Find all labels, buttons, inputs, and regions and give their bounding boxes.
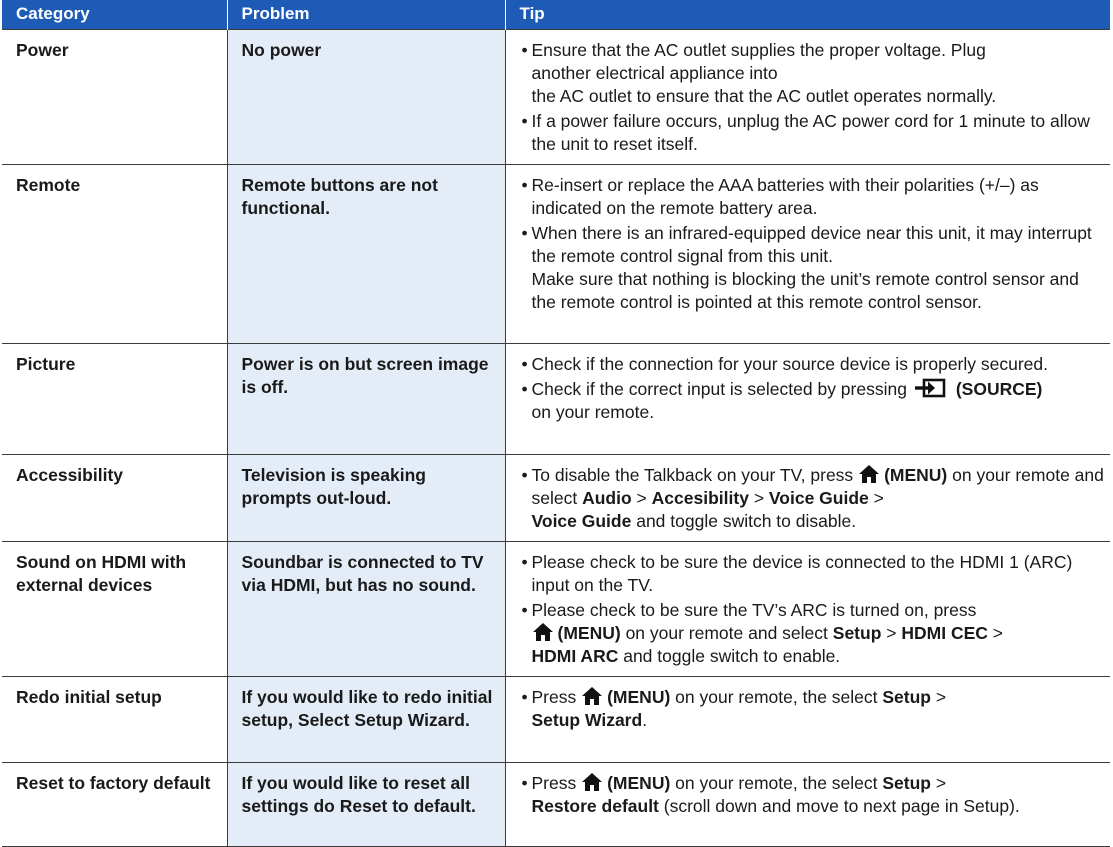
problem-cell: Power is on but screen image is off.: [227, 344, 505, 455]
tip-cell: [505, 344, 1110, 455]
tip-cell: [505, 763, 1110, 847]
problem-cell: If you would like to redo initial setup, Select Setup Wizard.: [227, 677, 505, 763]
table-row: [2, 344, 1110, 455]
problem-cell: If you would like to reset all settings do Reset to default.: [227, 763, 505, 847]
table-row: [2, 455, 1110, 542]
header-tip: Tip: [505, 0, 1110, 30]
tip-item: • Please check to be sure the device is connected to the HDMI 1 (ARC) input on the TV.: [522, 551, 1105, 597]
tip-item: • Press (MENU) on your remote, the select Setup > Restore default (scroll down and move to next page in Setup).: [522, 772, 1105, 818]
tip-cell: [505, 542, 1110, 677]
table-row: [2, 542, 1110, 677]
category-cell: Sound on HDMI with external devices: [2, 542, 227, 677]
tip-item: • Please check to be sure the TV’s ARC is turned on, press (MENU) on your remote and select Setup > HDMI CEC > HDMI ARC and toggle switch to enable.: [522, 599, 1105, 668]
home-icon: [858, 464, 880, 484]
tip-item: • Ensure that the AC outlet supplies the proper voltage. Plug another electrical appliance into the AC outlet to ensure that the AC outlet operates normally.: [522, 39, 1105, 108]
category-cell: Picture: [2, 344, 227, 455]
category-cell: Remote: [2, 165, 227, 344]
header-category: Category: [2, 0, 227, 30]
tip-item: • Check if the connection for your source device is properly secured.: [522, 353, 1105, 376]
problem-cell: Soundbar is connected to TV via HDMI, but has no sound.: [227, 542, 505, 677]
problem-cell: Remote buttons are not functional.: [227, 165, 505, 344]
tip-item: • When there is an infrared-equipped device near this unit, it may interrupt the remote control signal from this unit. Make sure that nothing is blocking the unit’s remote control sensor and the remote control is pointed at this remote control sensor.: [522, 222, 1105, 314]
header-problem: Problem: [227, 0, 505, 30]
table-row: [2, 165, 1110, 344]
home-icon: [581, 772, 603, 792]
tip-cell: [505, 165, 1110, 344]
table-header-row: [2, 0, 1110, 30]
category-cell: Power: [2, 30, 227, 165]
home-icon: [532, 622, 554, 642]
troubleshooting-table: [2, 0, 1110, 847]
tip-cell: [505, 455, 1110, 542]
problem-cell: No power: [227, 30, 505, 165]
category-cell: Reset to factory default: [2, 763, 227, 847]
tip-item: • If a power failure occurs, unplug the AC power cord for 1 minute to allow the unit to reset itself.: [522, 110, 1105, 156]
tip-item: • Check if the correct input is selected by pressing (SOURCE) on your remote.: [522, 378, 1105, 424]
category-cell: Redo initial setup: [2, 677, 227, 763]
tip-cell: [505, 30, 1110, 165]
tip-item: • Press (MENU) on your remote, the select Setup > Setup Wizard.: [522, 686, 1105, 732]
category-cell: Accessibility: [2, 455, 227, 542]
tip-cell: [505, 677, 1110, 763]
table-row: [2, 677, 1110, 763]
table-row: [2, 30, 1110, 165]
home-icon: [581, 686, 603, 706]
problem-cell: Television is speaking prompts out-loud.: [227, 455, 505, 542]
table-row: [2, 763, 1110, 847]
tip-item: • To disable the Talkback on your TV, press (MENU) on your remote and select Audio > Accesibility > Voice Guide > Voice Guide and toggle switch to disable.: [522, 464, 1105, 533]
tip-item: • Re-insert or replace the AAA batteries with their polarities (+/–) as indicated on the remote battery area.: [522, 174, 1105, 220]
input-source-icon: [913, 378, 947, 398]
